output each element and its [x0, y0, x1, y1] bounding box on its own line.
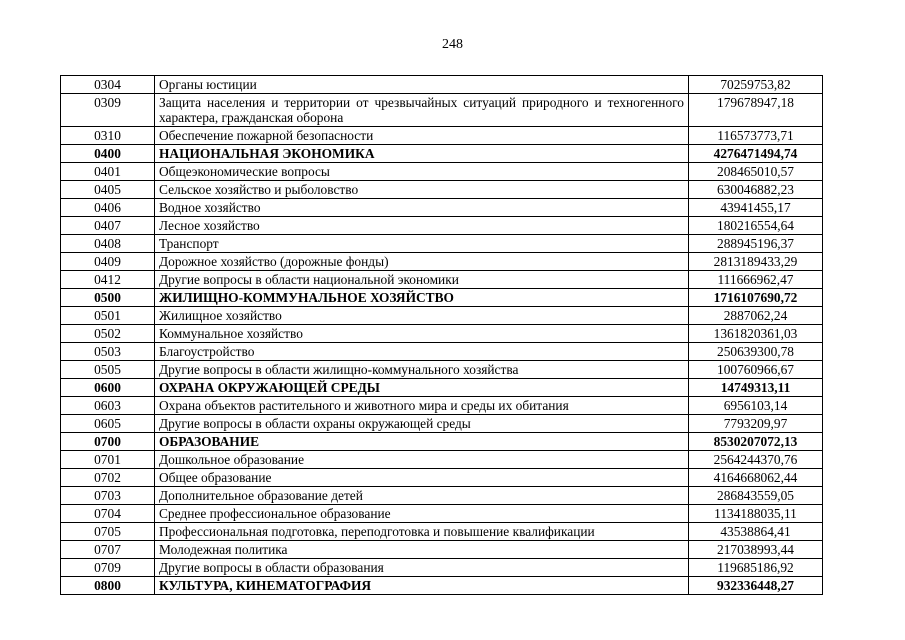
row-amount: 14749313,11: [689, 379, 823, 397]
row-name: Среднее профессиональное образование: [155, 505, 689, 523]
row-code: 0309: [61, 94, 155, 127]
row-code: 0406: [61, 199, 155, 217]
row-name: Лесное хозяйство: [155, 217, 689, 235]
row-code: 0310: [61, 127, 155, 145]
row-name: Водное хозяйство: [155, 199, 689, 217]
row-name: КУЛЬТУРА, КИНЕМАТОГРАФИЯ: [155, 577, 689, 595]
table-row: [61, 235, 823, 253]
row-code: 0304: [61, 76, 155, 94]
row-name: Охрана объектов растительного и животного мира и среды их обитания: [155, 397, 689, 415]
row-amount: 8530207072,13: [689, 433, 823, 451]
table-row: [61, 469, 823, 487]
table-row: [61, 361, 823, 379]
row-code: 0407: [61, 217, 155, 235]
row-amount: 1134188035,11: [689, 505, 823, 523]
row-amount: 70259753,82: [689, 76, 823, 94]
row-code: 0704: [61, 505, 155, 523]
table-row: [61, 541, 823, 559]
table-row: [61, 76, 823, 94]
row-amount: 6956103,14: [689, 397, 823, 415]
row-amount: 180216554,64: [689, 217, 823, 235]
row-amount: 116573773,71: [689, 127, 823, 145]
row-name: Общее образование: [155, 469, 689, 487]
row-name: ОБРАЗОВАНИЕ: [155, 433, 689, 451]
row-name: Жилищное хозяйство: [155, 307, 689, 325]
row-amount: 4164668062,44: [689, 469, 823, 487]
row-name: ЖИЛИЩНО-КОММУНАЛЬНОЕ ХОЗЯЙСТВО: [155, 289, 689, 307]
row-code: 0405: [61, 181, 155, 199]
table-row: [61, 325, 823, 343]
row-code: 0500: [61, 289, 155, 307]
row-code: 0409: [61, 253, 155, 271]
row-code: 0503: [61, 343, 155, 361]
row-name: Другие вопросы в области жилищно-коммунального хозяйства: [155, 361, 689, 379]
row-amount: 1361820361,03: [689, 325, 823, 343]
row-code: 0701: [61, 451, 155, 469]
row-name: Коммунальное хозяйство: [155, 325, 689, 343]
row-code: 0705: [61, 523, 155, 541]
table-row: [61, 127, 823, 145]
table-row: [61, 163, 823, 181]
table-row: [61, 307, 823, 325]
row-code: 0401: [61, 163, 155, 181]
row-code: 0800: [61, 577, 155, 595]
table-row: [61, 199, 823, 217]
table-row: [61, 94, 823, 127]
row-amount: 208465010,57: [689, 163, 823, 181]
row-amount: 43538864,41: [689, 523, 823, 541]
row-amount: 2887062,24: [689, 307, 823, 325]
row-amount: 2564244370,76: [689, 451, 823, 469]
row-amount: 217038993,44: [689, 541, 823, 559]
row-code: 0502: [61, 325, 155, 343]
table-row: [61, 523, 823, 541]
row-amount: 2813189433,29: [689, 253, 823, 271]
row-code: 0605: [61, 415, 155, 433]
row-name: Другие вопросы в области охраны окружающей среды: [155, 415, 689, 433]
section-row: [61, 433, 823, 451]
row-code: 0400: [61, 145, 155, 163]
row-code: 0702: [61, 469, 155, 487]
section-row: [61, 145, 823, 163]
row-code: 0408: [61, 235, 155, 253]
table-row: [61, 451, 823, 469]
row-amount: 119685186,92: [689, 559, 823, 577]
row-name: Дополнительное образование детей: [155, 487, 689, 505]
row-name: Дорожное хозяйство (дорожные фонды): [155, 253, 689, 271]
row-name: Профессиональная подготовка, переподготовка и повышение квалификации: [155, 523, 689, 541]
row-amount: 179678947,18: [689, 94, 823, 127]
row-amount: 250639300,78: [689, 343, 823, 361]
row-name: ОХРАНА ОКРУЖАЮЩЕЙ СРЕДЫ: [155, 379, 689, 397]
row-code: 0703: [61, 487, 155, 505]
row-name: Благоустройство: [155, 343, 689, 361]
table-row: [61, 505, 823, 523]
row-amount: 630046882,23: [689, 181, 823, 199]
row-name: Органы юстиции: [155, 76, 689, 94]
table-row: [61, 487, 823, 505]
row-amount: 111666962,47: [689, 271, 823, 289]
row-code: 0501: [61, 307, 155, 325]
budget-table: [60, 75, 823, 595]
row-name: Сельское хозяйство и рыболовство: [155, 181, 689, 199]
table-row: [61, 181, 823, 199]
row-name: Другие вопросы в области национальной экономики: [155, 271, 689, 289]
row-amount: 288945196,37: [689, 235, 823, 253]
row-name: Молодежная политика: [155, 541, 689, 559]
row-name: Дошкольное образование: [155, 451, 689, 469]
row-name: Общеэкономические вопросы: [155, 163, 689, 181]
row-amount: 4276471494,74: [689, 145, 823, 163]
row-amount: 932336448,27: [689, 577, 823, 595]
table-row: [61, 397, 823, 415]
row-code: 0412: [61, 271, 155, 289]
page-number: 248: [442, 37, 463, 52]
row-amount: 100760966,67: [689, 361, 823, 379]
row-amount: 1716107690,72: [689, 289, 823, 307]
table-row: [61, 415, 823, 433]
section-row: [61, 289, 823, 307]
table-row: [61, 559, 823, 577]
row-code: 0700: [61, 433, 155, 451]
row-name: Обеспечение пожарной безопасности: [155, 127, 689, 145]
row-name: Другие вопросы в области образования: [155, 559, 689, 577]
row-name: НАЦИОНАЛЬНАЯ ЭКОНОМИКА: [155, 145, 689, 163]
table-row: [61, 271, 823, 289]
row-amount: 286843559,05: [689, 487, 823, 505]
budget-table-body: [61, 76, 823, 595]
row-code: 0709: [61, 559, 155, 577]
table-row: [61, 253, 823, 271]
table-row: [61, 217, 823, 235]
row-name: Транспорт: [155, 235, 689, 253]
row-code: 0707: [61, 541, 155, 559]
section-row: [61, 577, 823, 595]
row-code: 0600: [61, 379, 155, 397]
row-name: Защита населения и территории от чрезвычайных ситуаций природного и техногенного характера, гражданская оборона: [155, 94, 689, 127]
row-amount: 7793209,97: [689, 415, 823, 433]
row-amount: 43941455,17: [689, 199, 823, 217]
row-code: 0505: [61, 361, 155, 379]
row-code: 0603: [61, 397, 155, 415]
section-row: [61, 379, 823, 397]
table-row: [61, 343, 823, 361]
